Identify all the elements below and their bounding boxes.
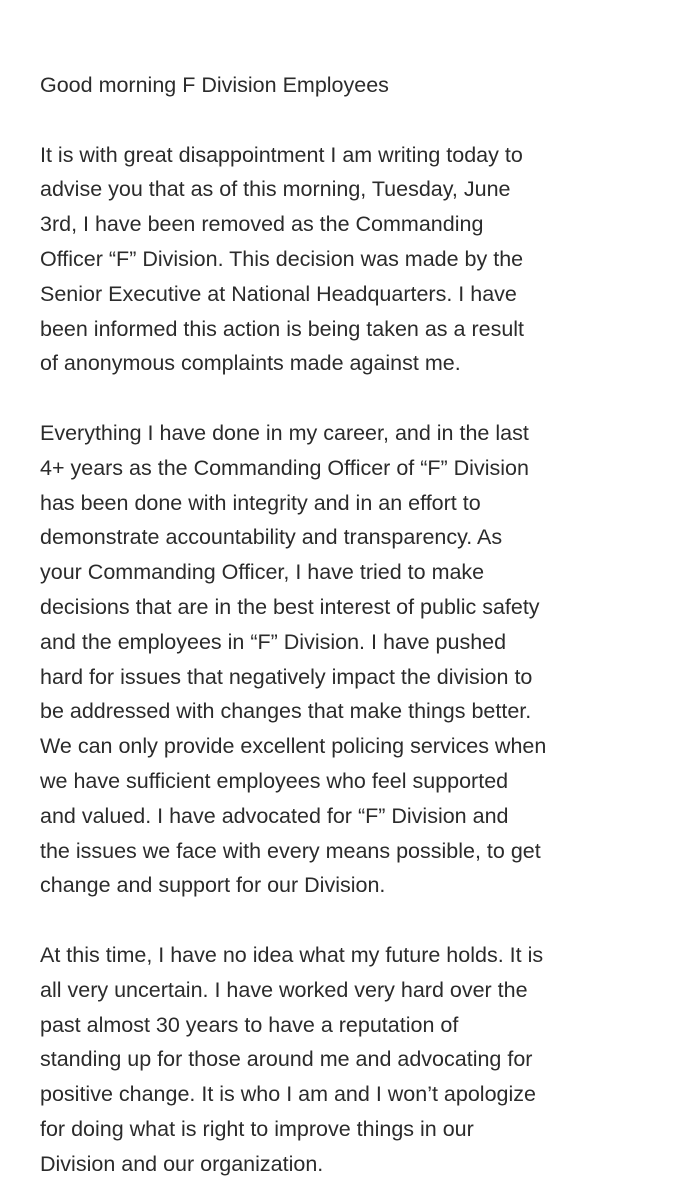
paragraph-line: It is with great disappointment I am writing today to [40,142,523,167]
paragraph-line: positive change. It is who I am and I won’t apologize [40,1082,536,1107]
paragraph-line: 4+ years as the Commanding Officer of “F” Division [40,455,529,480]
paragraph-line: Everything I have done in my career, and in the last [40,420,529,445]
paragraph-line: demonstrate accountability and transparency. As [40,525,503,550]
paragraph-line: 3rd, I have been removed as the Commanding [40,212,484,237]
paragraph-1 [40,138,645,382]
paragraph-3 [40,938,645,1182]
paragraph-line: decisions that are in the best interest of public safety [40,594,540,619]
greeting [40,68,645,103]
paragraph-line: of anonymous complaints made against me. [40,351,461,376]
paragraph-line: all very uncertain. I have worked very hard over the [40,977,528,1002]
paragraph-line: Senior Executive at National Headquarters. I have [40,281,517,306]
paragraph-line: been informed this action is being taken as a result [40,316,525,341]
paragraph-line: At this time, I have no idea what my future holds. It is [40,942,544,967]
paragraph-line: Division and our organization. [40,1151,324,1176]
greeting-line: Good morning F Division Employees [40,73,389,97]
paragraph-line: Officer “F” Division. This decision was made by the [40,246,524,271]
paragraph-line: and valued. I have advocated for “F” Division and [40,803,509,828]
paragraph-line: hard for issues that negatively impact the division to [40,664,533,689]
paragraph-line: we have sufficient employees who feel supported [40,768,509,793]
paragraph-2 [40,416,645,903]
paragraph-line: has been done with integrity and in an effort to [40,490,481,515]
paragraph-line: your Commanding Officer, I have tried to make [40,560,485,585]
paragraph-line: standing up for those around me and advocating for [40,1047,533,1072]
paragraph-line: change and support for our Division. [40,873,386,898]
paragraph-line: the issues we face with every means possible, to get [40,838,541,863]
paragraph-line: be addressed with changes that make things better. [40,699,532,724]
paragraph-line: and the employees in “F” Division. I have pushed [40,629,507,654]
paragraph-line: We can only provide excellent policing services when [40,734,547,759]
paragraph-line: advise you that as of this morning, Tuesday, June [40,177,511,202]
paragraph-line: for doing what is right to improve things in our [40,1116,474,1141]
paragraph-line: past almost 30 years to have a reputation of [40,1012,459,1037]
